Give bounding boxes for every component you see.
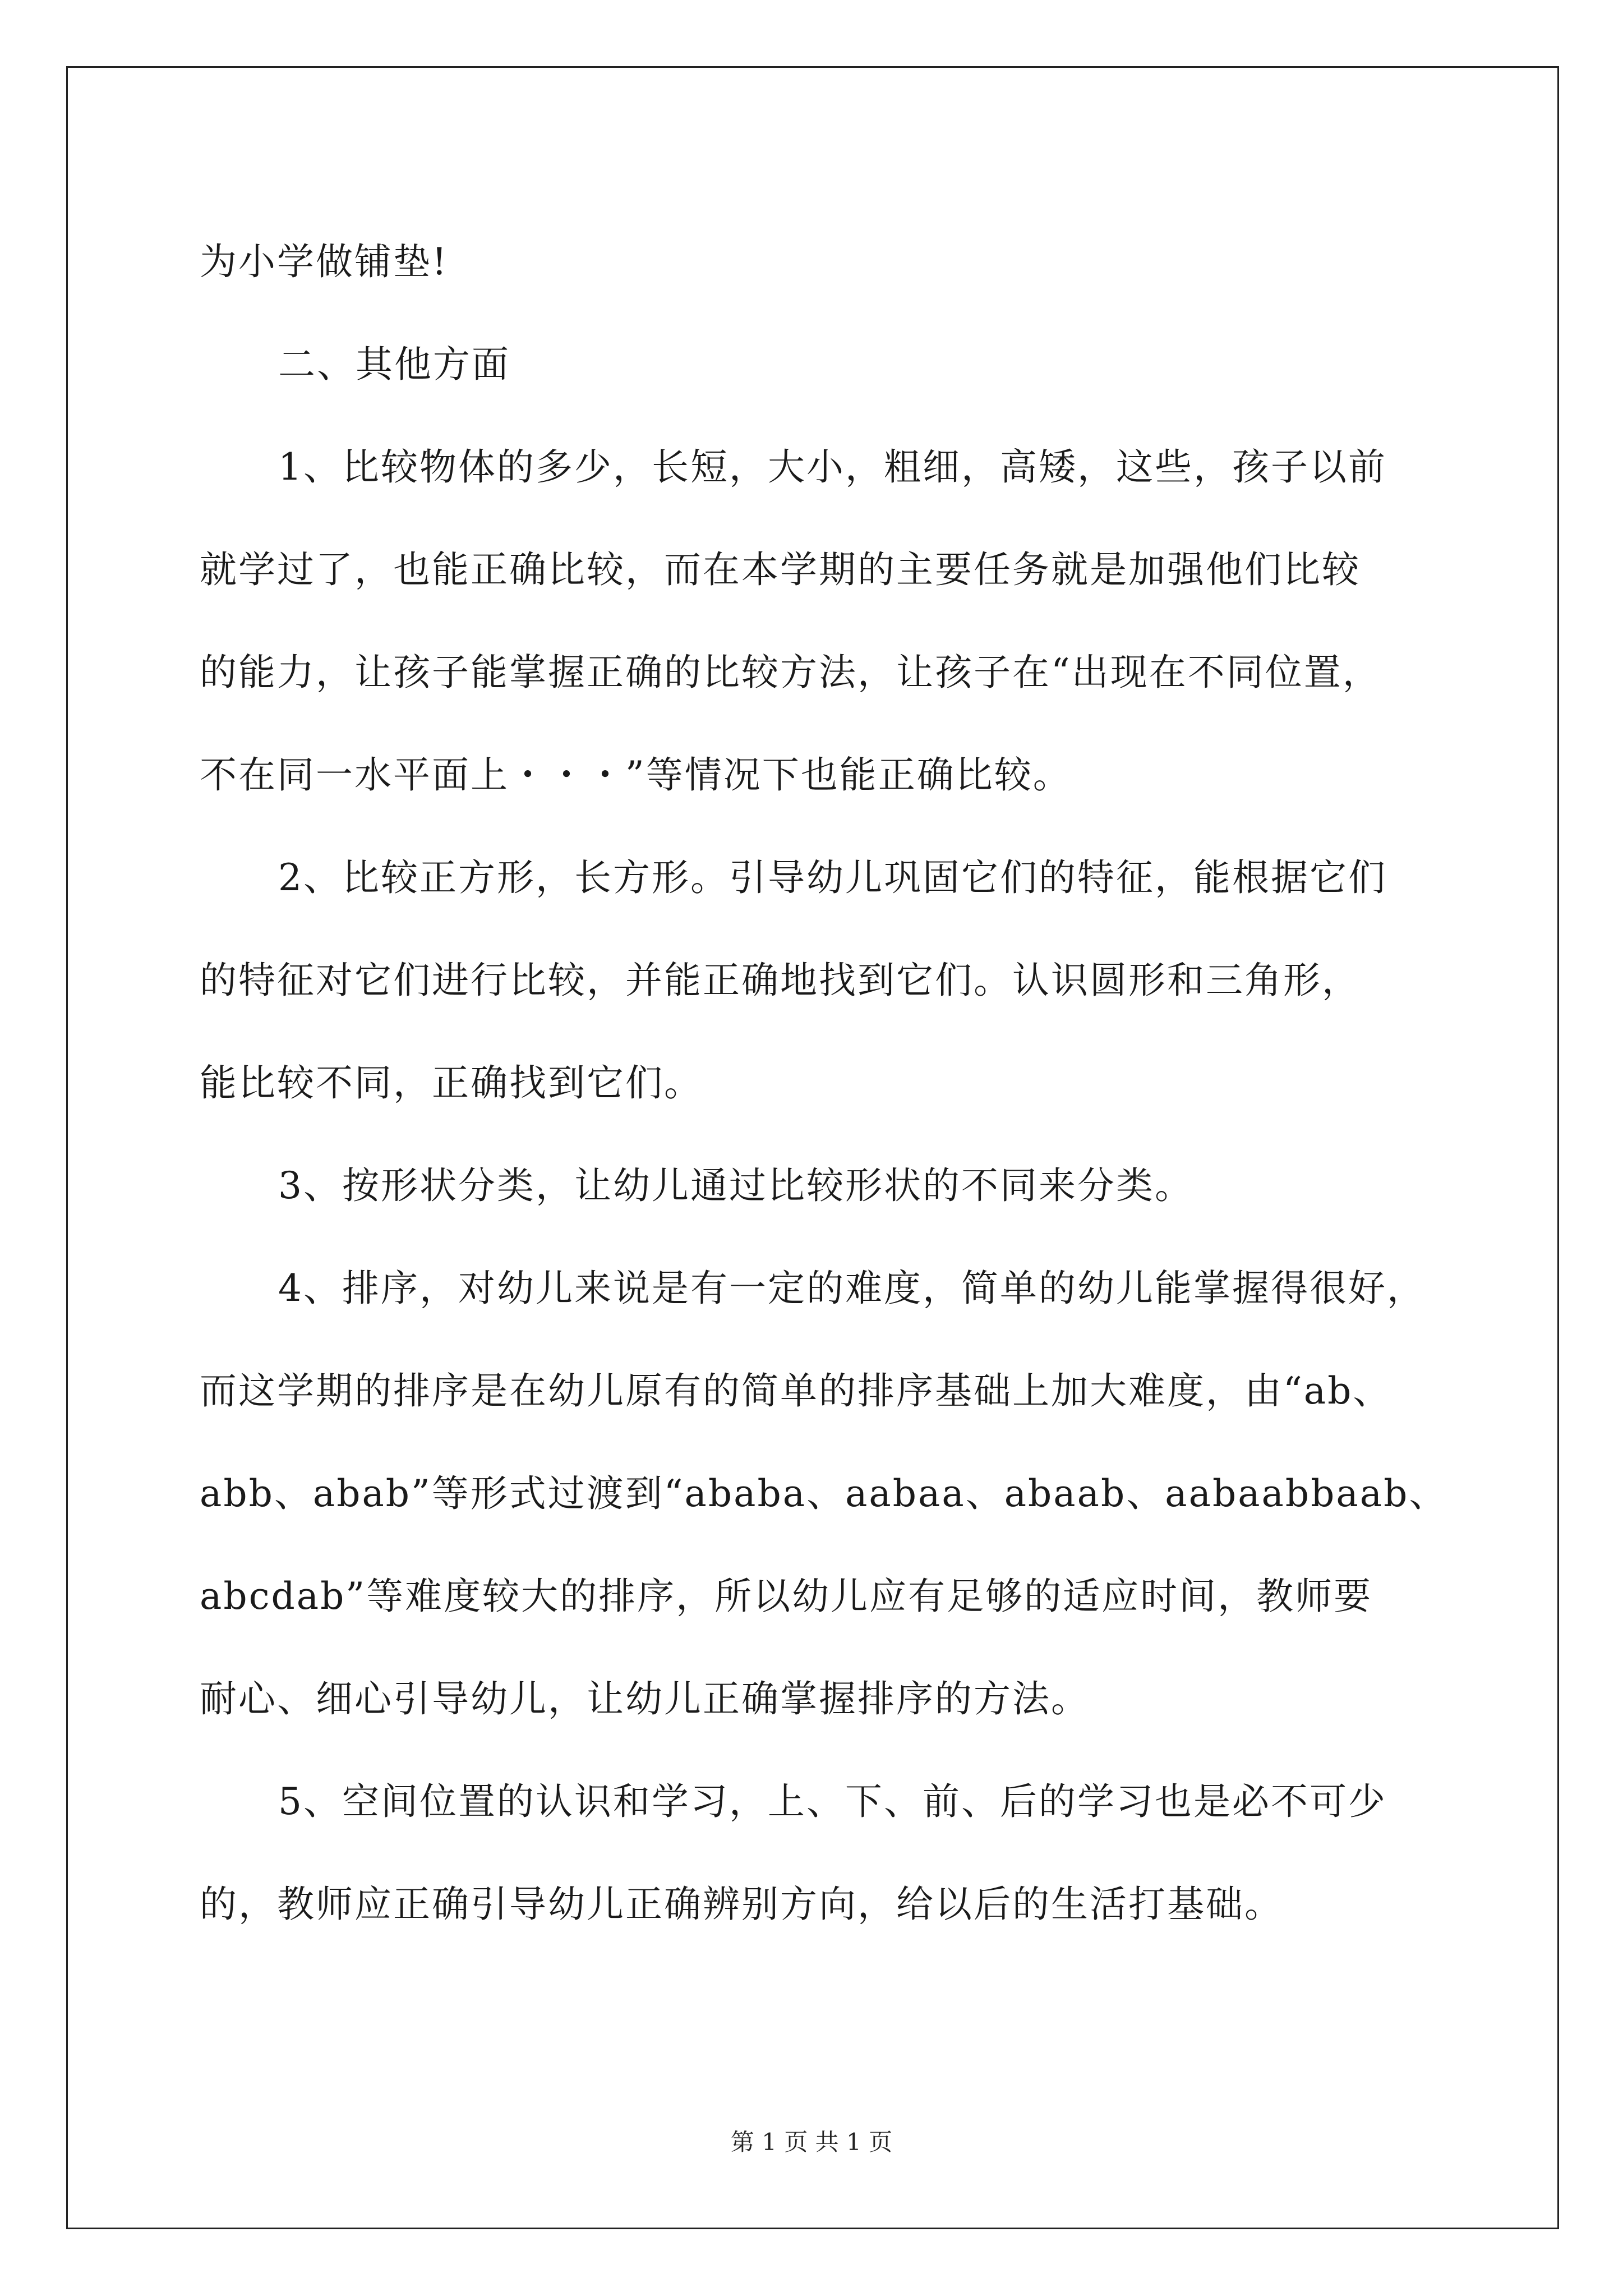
paragraph-line: 的能力，让孩子能掌握正确的比较方法，让孩子在“出现在不同位置， <box>200 651 1381 694</box>
paragraph-line: 4、排序，对幼儿来说是有一定的难度，简单的幼儿能掌握得很好， <box>278 1267 1426 1310</box>
paragraph-line: abb、abab”等形式过渡到“ababa、aabaa、abaab、aabaabbaab、 <box>200 1472 1448 1515</box>
document-body <box>200 210 1463 1955</box>
paragraph-line: 而这学期的排序是在幼儿原有的简单的排序基础上加大难度，由“ab、 <box>200 1369 1392 1412</box>
paragraph-line: 的，教师应正确引导幼儿正确辨别方向，给以后的生活打基础。 <box>200 1883 1283 1926</box>
paragraph-line: 耐心、细心引导幼儿，让幼儿正确掌握排序的方法。 <box>200 1677 1090 1720</box>
paragraph-line: 就学过了，也能正确比较，而在本学期的主要任务就是加强他们比较 <box>200 548 1361 591</box>
paragraph-line: 为小学做铺垫! <box>200 240 449 283</box>
paragraph-line: 3、按形状分类，让幼儿通过比较形状的不同来分类。 <box>278 1164 1193 1207</box>
paragraph-line: abcdab”等难度较大的排序，所以幼儿应有足够的适应时间，教师要 <box>200 1575 1373 1618</box>
paragraph-line: 的特征对它们进行比较，并能正确地找到它们。认识圆形和三角形， <box>200 959 1361 1002</box>
paragraph-line: 1、比较物体的多少，长短，大小，粗细，高矮，这些，孩子以前 <box>278 445 1387 489</box>
paragraph-line: 不在同一水平面上・・・”等情况下也能正确比较。 <box>200 753 1072 797</box>
section-heading: 二、其他方面 <box>278 343 510 386</box>
paragraph-line: 5、空间位置的认识和学习，上、下、前、后的学习也是必不可少 <box>278 1780 1387 1823</box>
paragraph-line: 2、比较正方形，长方形。引导幼儿巩固它们的特征，能根据它们 <box>278 856 1387 899</box>
paragraph-line: 能比较不同，正确找到它们。 <box>200 1061 703 1105</box>
page-number-footer: 第 1 页 共 1 页 <box>730 2128 893 2156</box>
